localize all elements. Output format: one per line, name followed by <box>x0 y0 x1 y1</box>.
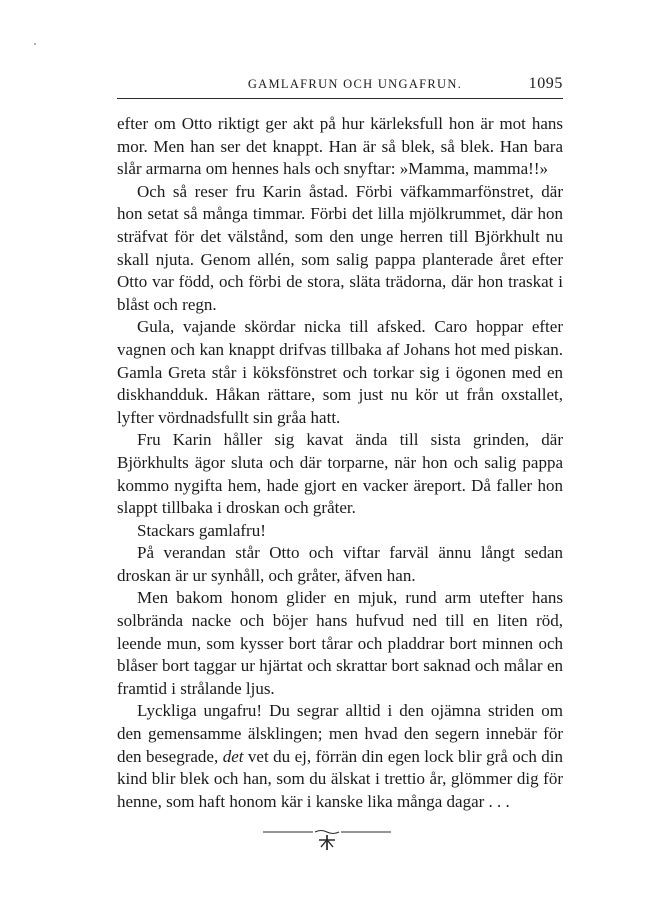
paragraph-text-before: Lyckliga ungafru! Du segrar alltid i den ojämna striden om den gemensamme älsklingen; men hvad den segern innebär för den besegrade, <box>117 701 563 766</box>
paragraph: Och så reser fru Karin åstad. Förbi väfkammarfönstret, där hon setat så många timmar. Förbi det lilla mjölkrummet, där hon sträfvat för det välstånd, som den unge herren till Björkhult nu skall njuta. Genom allén, som salig pappa planterade året efter Otto var född, och förbi de stora, släta trädorna, där hon traskat i blåst och regn. <box>117 181 563 314</box>
page-header <box>117 76 563 96</box>
page-number: 1095 <box>528 75 563 92</box>
paper-speck <box>34 43 36 45</box>
header-rule <box>117 98 563 99</box>
paragraph: Men bakom honom glider en mjuk, rund arm utefter hans solbrända nacke och böjer hans hufvud ned till en liten röd, leende mun, som kysser bort tårar och pladdrar bort minnen och blåser bort taggar ur hjärtat och skrattar bort saknad och målar en framtid i strålande ljus. <box>117 588 563 698</box>
paragraph: Gula, vajande skördar nicka till afsked. Caro hoppar efter vagnen och kan knappt drifvas tillbaka af Johans hot med piskan. Gamla Greta står i köksfönstret och torkar sig i ögonen med en diskhandduk. Håkan rättare, som just nu kör ut från oxstallet, lyfter vördnadsfullt sin gråa hatt. <box>117 317 563 427</box>
paragraph-final <box>117 700 563 813</box>
paragraph-text-after: vet du ej, förrän din egen lock blir grå och din kind blir blek och han, som du älskat i trettio år, glömmer dig för henne, som haft honom kär i kanske lika många dagar . . . <box>117 746 564 811</box>
body-text <box>117 113 563 813</box>
running-title: GAMLAFRUN OCH UNGAFRUN. <box>247 77 463 91</box>
emphasized-word: det <box>222 746 244 766</box>
paragraph: Fru Karin håller sig kavat ända till sista grinden, där Björkhults ägor sluta och där torparne, när hon och salig pappa kommo nygifta hem, hade gjort en vacker äreport. Då faller hon slappt tillbaka i droskan och gråter. <box>117 430 563 518</box>
paragraph-continued: efter om Otto riktigt ger akt på hur kärleksfull hon är mot hans mor. Men han ser det knappt. Han är så blek, så blek. Han bara slår armarna om hennes hals och snyftar: »Mamma, mamma!!» <box>117 114 563 179</box>
end-ornament-icon <box>263 822 391 852</box>
paragraph: På verandan står Otto och viftar farväl ännu långt sedan droskan är ur synhåll, och gråter, äfven han. <box>117 543 563 585</box>
paragraph: Stackars gamlafru! <box>137 520 266 540</box>
